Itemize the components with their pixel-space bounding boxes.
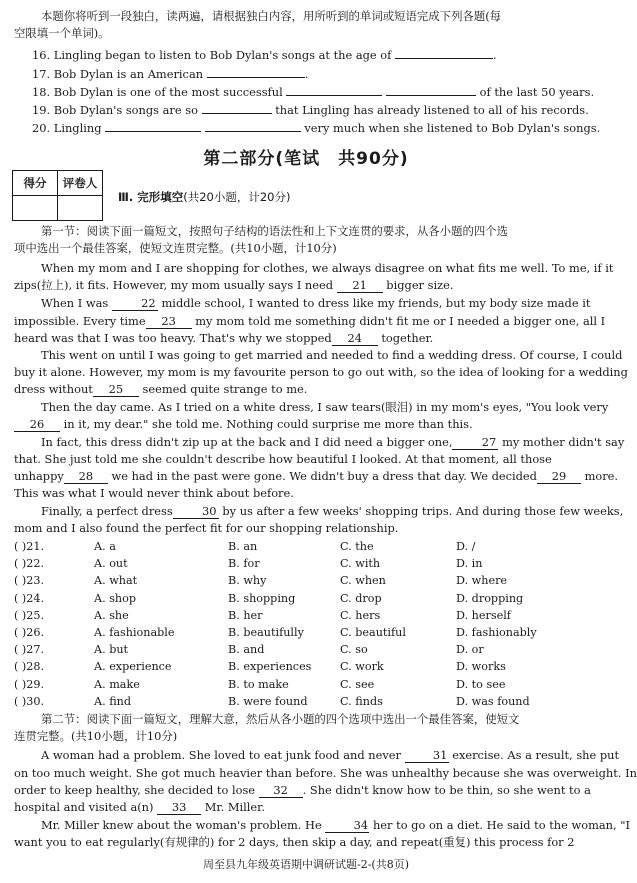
option-b[interactable]: B. experiences (228, 660, 312, 674)
listening-item-20: 20. Lingling very much when she listened to Bob Dylan's songs. (32, 118, 602, 137)
section3-heading: Ⅲ. 完形填空(共20小题，计20分) (118, 190, 291, 204)
option-c[interactable]: C. so (340, 643, 368, 657)
blank-30[interactable]: 30 (173, 505, 219, 519)
question-number[interactable]: ( )23. (14, 574, 45, 588)
question-number[interactable]: ( )25. (14, 608, 45, 622)
passage1-line: impossible. Every time 23 my mom told me something didn't fit me or I needed a bigger one, all I (14, 314, 606, 328)
blank-33[interactable]: 33 (157, 801, 201, 815)
option-c[interactable]: C. beautiful (340, 626, 406, 639)
blank-22[interactable]: 22 (112, 297, 158, 311)
option-d[interactable]: D. to see (456, 677, 506, 691)
option-c[interactable]: C. with (340, 557, 381, 571)
passage1-line: When I was 22 middle school, I wanted to dress like my friends, but my body size made it (41, 296, 591, 310)
passage1-line: that. She just told me she couldn't describe how beautiful I looked. At that moment, all those (14, 452, 552, 466)
blank-21[interactable]: 21 (337, 279, 383, 293)
passage2-line: hospital and visited a(n) 33 Mr. Miller. (14, 800, 265, 814)
passage2-line: Mr. Miller knew about the woman's problem. He 34 her to go on a diet. He said to the woman, "I (41, 818, 630, 832)
answer-blank[interactable] (395, 45, 493, 59)
option-d[interactable]: D. herself (456, 608, 511, 622)
listening-item-16: 16. Lingling began to listen to Bob Dylan's songs at the age of . (32, 45, 602, 64)
option-b[interactable]: B. shopping (228, 591, 296, 605)
option-b[interactable]: B. beautifully (228, 626, 304, 639)
passage1-line: This went on until I was going to get married and needed to find a wedding dress. Of course, I could (41, 348, 623, 362)
grader-label: 评卷人 (58, 171, 103, 196)
question-number[interactable]: ( )22. (14, 557, 45, 571)
option-a[interactable]: A. she (94, 608, 129, 622)
option-a[interactable]: A. what (94, 574, 138, 588)
listening-item-18: 18. Bob Dylan is one of the most successful of the last 50 years. (32, 82, 602, 101)
option-b[interactable]: B. an (228, 540, 258, 553)
option-d[interactable]: D. fashionably (456, 626, 537, 639)
listening-item-17: 17. Bob Dylan is an American . (32, 64, 602, 83)
blank-28[interactable]: 28 (64, 470, 108, 484)
option-d[interactable]: D. / (456, 540, 476, 553)
part2-instruction-line-2: 连贯完整。(共10小题，计10分) (14, 729, 178, 743)
passage1-line: zips(拉上), it fits. However, my mom usually says I need 21 bigger size. (14, 278, 454, 292)
part2-title: 第二部分(笔试 共90分) (203, 149, 409, 169)
passage1-line: 26 in it, my dear." she told me. Nothing could surprise me more than this. (14, 416, 602, 433)
option-b[interactable]: B. for (228, 557, 260, 571)
option-a[interactable]: A. make (94, 677, 140, 691)
listening-instruction-line-1: 本题你将听到一段独白，读两遍，请根据独白内容，用所听到的单词或短语完成下列各题(每 (41, 9, 502, 23)
blank-23[interactable]: 23 (146, 315, 192, 329)
option-c[interactable]: C. finds (340, 694, 383, 708)
answer-blank[interactable] (202, 100, 272, 114)
score-label: 得分 (13, 171, 58, 196)
option-b[interactable]: B. to make (228, 677, 289, 691)
option-a[interactable]: A. fashionable (94, 626, 175, 639)
passage2-line: want you to eat regularly(有规律的) for 2 days, then skip a day, and repeat(重复) this process for 2 (14, 835, 575, 849)
option-d[interactable]: D. where (456, 574, 508, 588)
option-c[interactable]: C. drop (340, 591, 382, 605)
option-c[interactable]: C. the (340, 540, 374, 553)
blank-34[interactable]: 34 (325, 819, 369, 833)
passage1-line: Then the day came. As I tried on a white dress, I saw tears(眼泪) in my mom's eyes, "You look very (41, 400, 609, 414)
passage1-line: When my mom and I are shopping for clothes, we always disagree on what fits me well. To me, if it (41, 261, 614, 275)
option-d[interactable]: D. or (456, 643, 484, 657)
passage1-line: Finally, a perfect dress 30 by us after a few weeks' shopping trips. And during those few weeks, (41, 504, 624, 518)
question-number[interactable]: ( )30. (14, 694, 45, 708)
passage1-line: heard was that I was too heavy. That's why we stopped 24 together. (14, 331, 434, 345)
option-b[interactable]: B. and (228, 643, 265, 657)
passage1-line: buy it alone. However, my mom is my favourite person to go out with, so the idea of looking for a wedding (14, 365, 628, 379)
score-cell[interactable] (13, 196, 58, 221)
option-b[interactable]: B. why (228, 574, 267, 588)
blank-26[interactable]: 26 (14, 418, 60, 432)
grader-cell[interactable] (58, 196, 103, 221)
option-a[interactable]: A. experience (94, 660, 172, 674)
passage2-line: A woman had a problem. She loved to eat junk food and never 31 exercise. As a result, she put (41, 748, 620, 762)
option-c[interactable]: C. hers (340, 608, 381, 622)
listening-item-19: 19. Bob Dylan's songs are so that Lingling has already listened to all of his records. (32, 100, 602, 119)
answer-blank[interactable] (207, 64, 305, 78)
option-b[interactable]: B. her (228, 608, 263, 622)
option-d[interactable]: D. works (456, 660, 506, 674)
blank-32[interactable]: 32 (259, 784, 303, 798)
passage2-line: order to keep healthy, she decided to lose 32 . She didn't know how to be thin, so she went to a (14, 783, 591, 797)
page-footer: 周至县九年级英语期中调研试题-2-(共8页) (202, 858, 409, 871)
part2-instruction-line-1: 第二节：阅读下面一篇短文，理解大意，然后从各小题的四个选项中选出一个最佳答案，使短文 (41, 712, 520, 726)
part1-instruction-line-1: 第一节：阅读下面一篇短文，按照句子结构的语法性和上下文连贯的要求，从各小题的四个选 (41, 224, 509, 238)
blank-29[interactable]: 29 (537, 470, 581, 484)
option-a[interactable]: A. shop (94, 591, 137, 605)
option-b[interactable]: B. were found (228, 694, 308, 708)
passage1-line: mom and I also found the perfect fit for our shopping relationship. (14, 521, 399, 535)
blank-24[interactable]: 24 (332, 332, 378, 346)
question-number[interactable]: ( )27. (14, 643, 45, 657)
option-c[interactable]: C. when (340, 574, 386, 588)
question-number[interactable]: ( )29. (14, 677, 45, 691)
option-a[interactable]: A. a (94, 540, 116, 553)
option-a[interactable]: A. out (94, 557, 128, 571)
option-d[interactable]: D. in (456, 557, 483, 571)
option-c[interactable]: C. work (340, 660, 384, 674)
answer-blank[interactable] (286, 82, 382, 96)
question-number[interactable]: ( )21. (14, 540, 45, 553)
passage1-line: This was what I would never think about before. (14, 486, 294, 500)
passage1-line: dress without 25 seemed quite strange to me. (14, 382, 308, 396)
option-d[interactable]: D. was found (456, 694, 530, 708)
answer-blank[interactable] (205, 118, 301, 132)
option-c[interactable]: C. see (340, 677, 375, 691)
option-a[interactable]: A. but (94, 643, 129, 657)
option-d[interactable]: D. dropping (456, 591, 524, 605)
score-table (12, 170, 103, 221)
passage1-line: unhappy 28 we had in the past were gone. We didn't buy a dress that day. We decided 29 more. (14, 469, 619, 483)
answer-blank[interactable] (105, 118, 201, 132)
passage1-line: In fact, this dress didn't zip up at the back and I did need a bigger one, 27 my mother didn't say (41, 435, 625, 449)
blank-31[interactable]: 31 (405, 749, 449, 763)
passage2-line: on too much weight. She got much heavier than before. She was unhealthy because she was overweight. In (14, 766, 637, 780)
question-number[interactable]: ( )24. (14, 591, 45, 605)
listening-instruction-line-2: 空限填一个单词)。 (14, 26, 110, 40)
question-number[interactable]: ( )26. (14, 626, 45, 639)
question-number[interactable]: ( )28. (14, 660, 45, 674)
answer-blank[interactable] (386, 82, 476, 96)
blank-25[interactable]: 25 (93, 383, 139, 397)
part1-instruction-line-2: 项中选出一个最佳答案，使短文连贯完整。(共10小题，计10分) (14, 241, 337, 255)
blank-27[interactable]: 27 (452, 436, 498, 450)
option-a[interactable]: A. find (94, 694, 132, 708)
